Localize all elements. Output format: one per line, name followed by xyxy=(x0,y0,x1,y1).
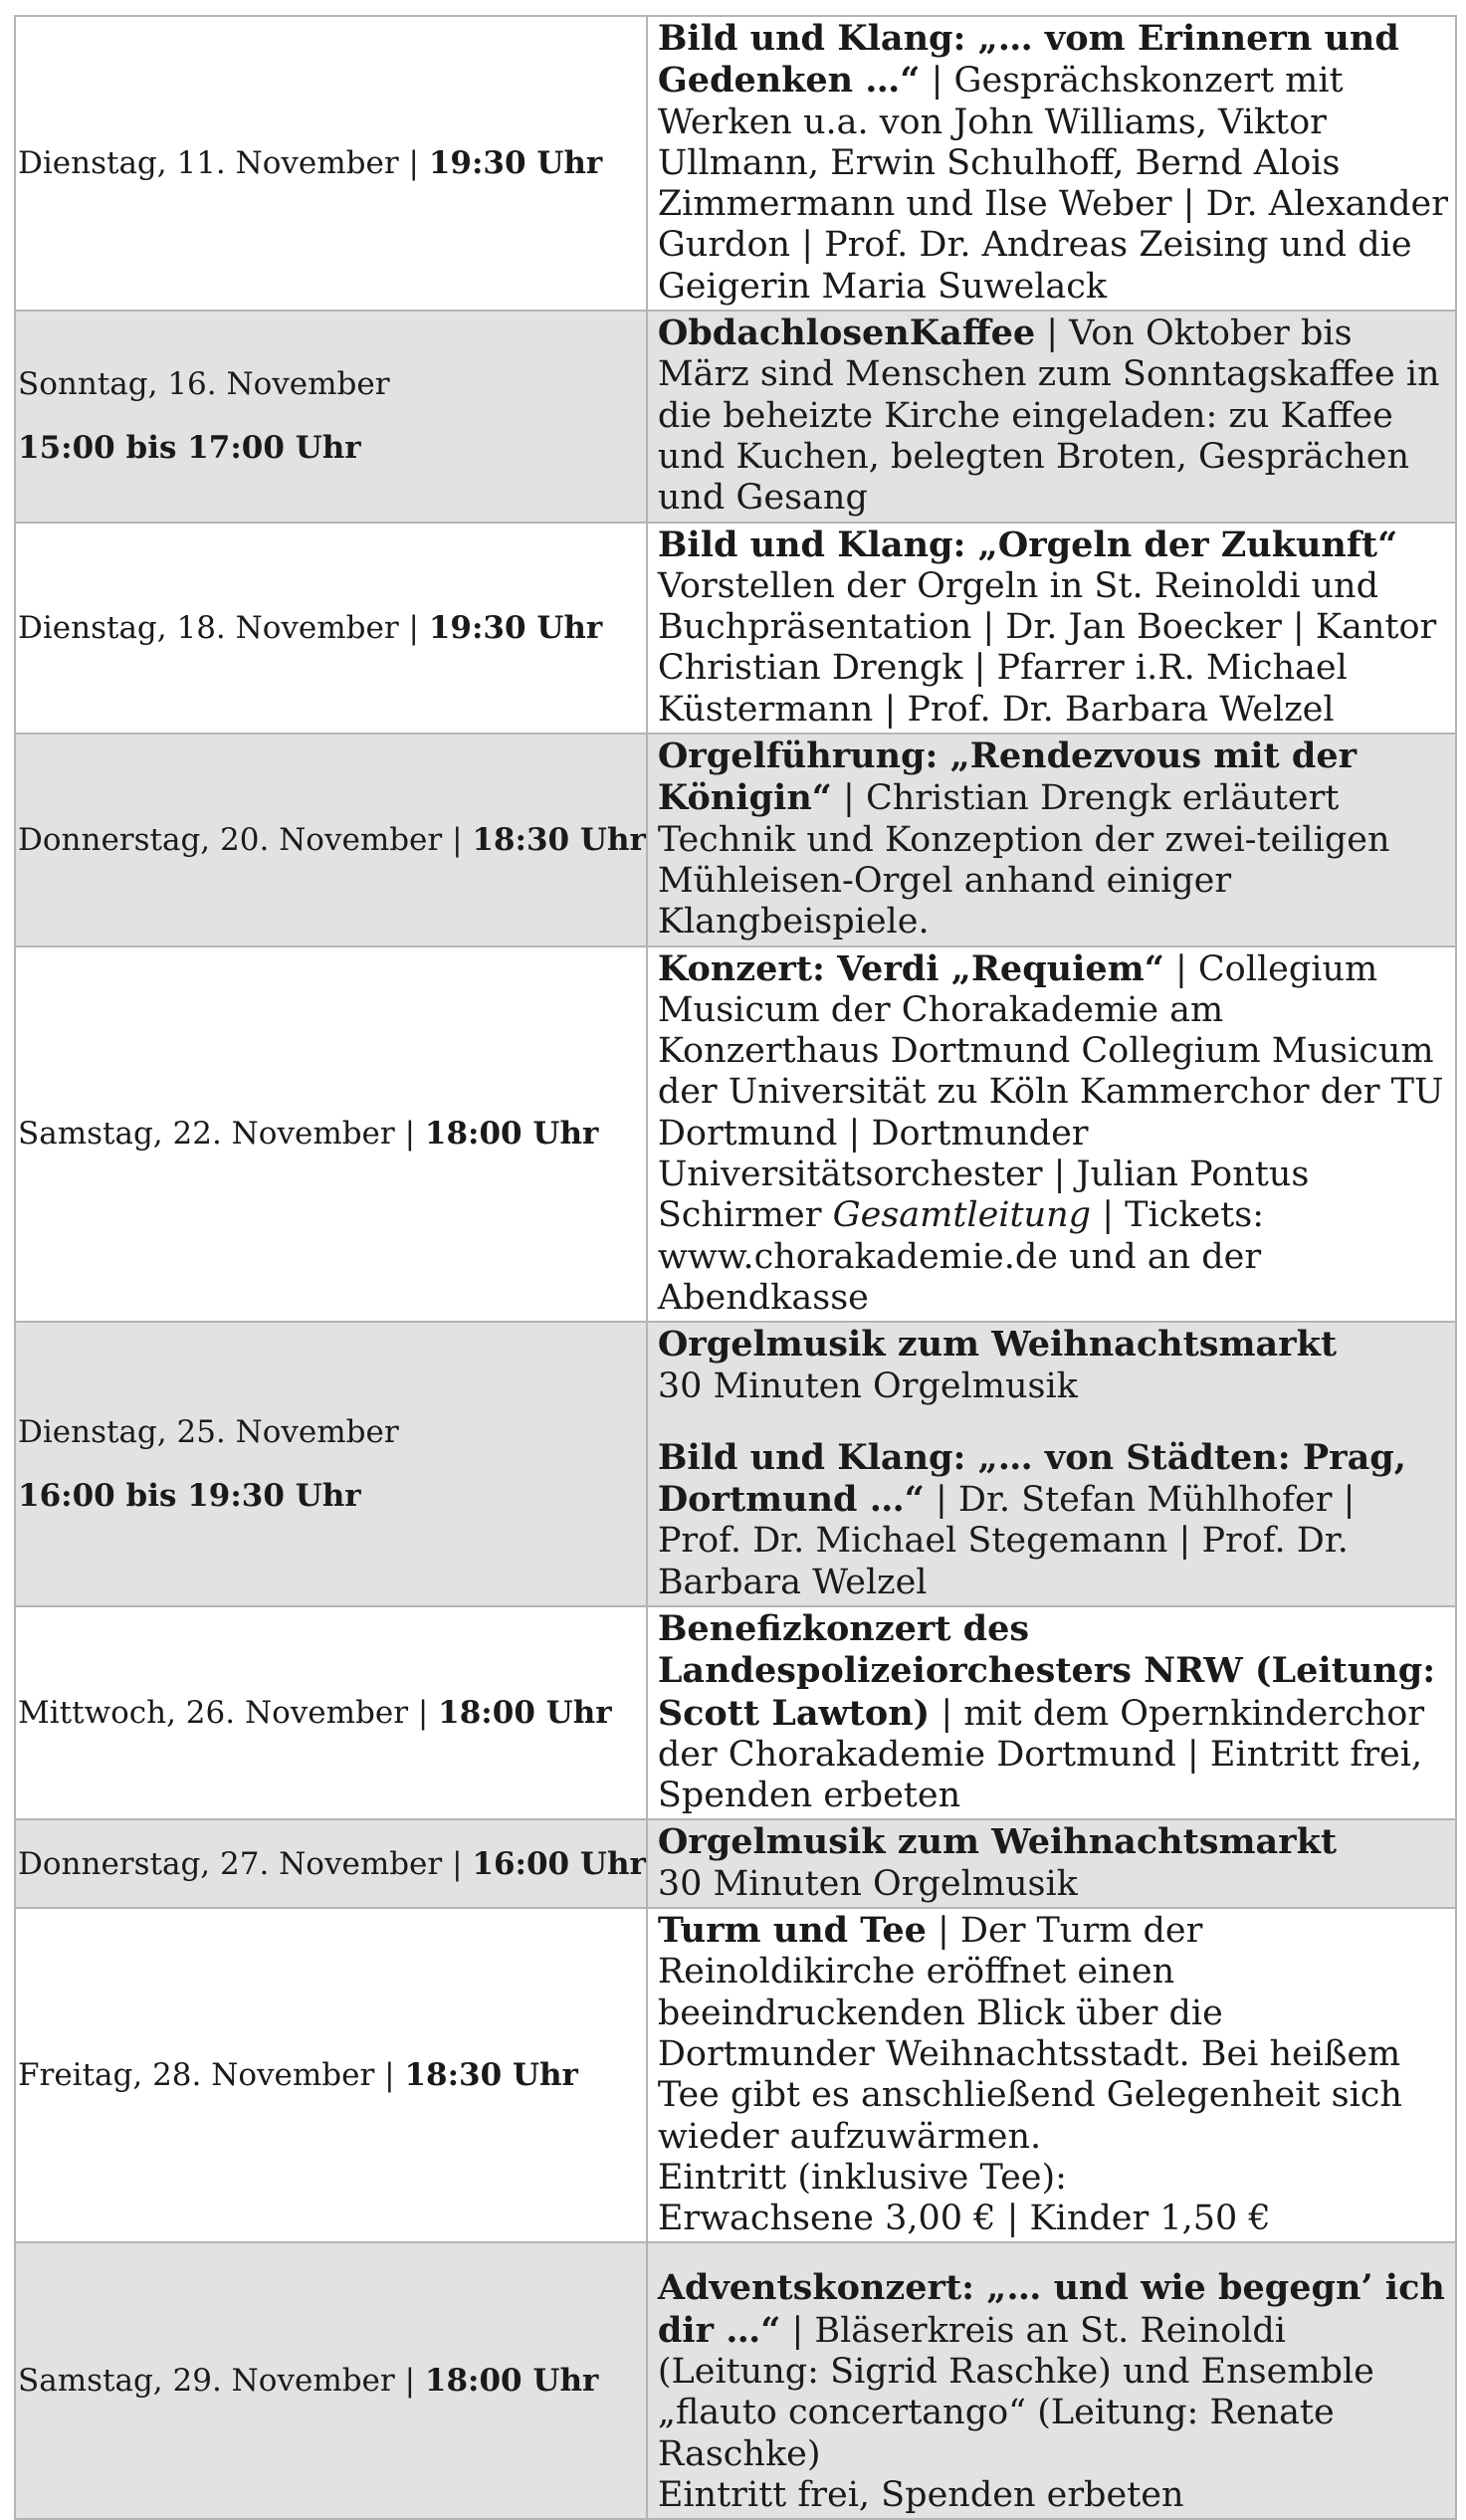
event-text-tail: | Tickets: www.chorakademie.de und an der Abendkasse xyxy=(657,1195,1265,1318)
event-title: Bild und Klang: „Orgeln der Zukunft“ xyxy=(657,524,1398,565)
event-entry: Orgelführung: „Rendezvous mit der Königin“ | Christian Drengk erläutert Technik und Konzeption der zwei-teiligen Mühleisen-Orgel anhand einiger Klangbeispiele. xyxy=(657,735,1390,943)
event-description-cell xyxy=(647,16,1456,311)
event-date-cell: Samstag, 22. November | 18:00 Uhr xyxy=(15,946,647,1323)
event-time: 16:00 Uhr xyxy=(472,1845,646,1882)
event-text: Dr. Stefan Mühlhofer | Prof. Dr. Michael Stegemann | Prof. Dr. Barbara Welzel xyxy=(657,1480,1356,1602)
event-time: 18:30 Uhr xyxy=(472,821,646,858)
event-text-line: Eintritt frei, Spenden erbeten xyxy=(657,2474,1184,2515)
event-text: Von Oktober bis März sind Menschen zum Sonntagskaffee in die beheizte Kirche eingeladen: zu Kaffee und Kuchen, belegten Broten, Gesprächen und Gesang xyxy=(657,314,1440,519)
event-date: Freitag, 28. November xyxy=(18,2057,375,2094)
event-time: 16:00 bis 19:30 Uhr xyxy=(18,1478,361,1515)
event-description-cell xyxy=(647,2242,1456,2519)
event-text: Gesprächskonzert mit Werken u.a. von John Williams, Viktor Ullmann, Erwin Schulhoff, Bernd Alois Zimmermann und Ilse Weber | Dr. Alexander Gurdon | Prof. Dr. Andreas Zeising und die Geigerin Maria Suwelack xyxy=(657,61,1448,307)
event-text-italic: Gesamtleitung xyxy=(832,1195,1092,1236)
event-date: Sonntag, 16. November xyxy=(18,366,390,403)
event-date: Dienstag, 11. November xyxy=(18,145,399,182)
event-title: Benefizkonzert des Landespolizeiorchesters NRW (Leitung: Scott Lawton) xyxy=(657,1607,1436,1734)
event-date: Mittwoch, 26. November xyxy=(18,1695,409,1732)
event-description-cell xyxy=(647,1908,1456,2242)
event-description-cell xyxy=(647,523,1456,734)
event-time: 19:30 Uhr xyxy=(428,145,603,182)
event-date-cell: Dienstag, 11. November | 19:30 Uhr xyxy=(15,16,647,311)
event-row xyxy=(15,946,1456,1323)
event-row xyxy=(15,311,1456,522)
event-entry xyxy=(658,525,1449,731)
event-date: Donnerstag, 27. November xyxy=(18,1845,443,1882)
event-date-cell: Donnerstag, 27. November | 16:00 Uhr xyxy=(15,1819,647,1908)
event-date: Donnerstag, 20. November xyxy=(18,821,443,858)
event-date-cell xyxy=(15,311,647,522)
event-time: 18:00 Uhr xyxy=(424,1116,599,1153)
event-title: Konzert: Verdi „Requiem“ xyxy=(657,947,1164,989)
event-title: Orgelführung: „Rendezvous mit der Königin“ xyxy=(657,735,1358,819)
event-entry: Konzert: Verdi „Requiem“ | Collegium Musicum der Chorakademie am Konzerthaus Dortmund Collegium Musicum der Universität zu Köln Kammerchor der TU Dortmund | Dortmunder Universitätsorchester | Julian Pontus Schirmer Gesamtleitung | Tickets: www.chorakademie.de und an der Abendkasse xyxy=(657,947,1444,1318)
event-text: Collegium Musicum der Chorakademie am Konzerthaus Dortmund Collegium Musicum der Universität zu Köln Kammerchor der TU Dortmund | Dortmunder Universitätsorchester | Julian Pontus Schirmer xyxy=(657,948,1444,1236)
event-time: 18:00 Uhr xyxy=(424,2363,599,2400)
event-description-cell xyxy=(647,946,1456,1323)
event-row xyxy=(15,1606,1456,1819)
event-text: 30 Minuten Orgelmusik xyxy=(657,1365,1078,1406)
event-title: Orgelmusik zum Weihnachtsmarkt xyxy=(657,1324,1338,1365)
event-description-cell xyxy=(647,1819,1456,1908)
event-entry xyxy=(658,1324,1449,1407)
event-entry: Bild und Klang: „… vom Erinnern und Gedenken …“ | Gesprächskonzert mit Werken u.a. von John Williams, Viktor Ullmann, Erwin Schulhoff, Bernd Alois Zimmermann und Ilse Weber | Dr. Alexander Gurdon | Prof. Dr. Andreas Zeising und die Geigerin Maria Suwelack xyxy=(657,18,1448,307)
event-title: ObdachlosenKaffee xyxy=(657,313,1036,354)
event-title: Orgelmusik zum Weihnachtsmarkt xyxy=(657,1821,1338,1863)
event-title: Turm und Tee xyxy=(657,1910,927,1952)
event-time: 19:30 Uhr xyxy=(428,609,603,646)
event-entry xyxy=(658,1821,1449,1905)
event-text-line: Eintritt (inklusive Tee): xyxy=(657,2157,1067,2198)
event-entry: Bild und Klang: „… von Städten: Prag, Dortmund …“ | Dr. Stefan Mühlhofer | Prof. Dr. Michael Stegemann | Prof. Dr. Barbara Welzel xyxy=(657,1436,1406,1602)
event-date: Samstag, 22. November xyxy=(18,1116,395,1153)
event-row xyxy=(15,523,1456,734)
event-row xyxy=(15,1322,1456,1606)
event-text: Christian Drengk erläutert Technik und Konzeption der zwei-teiligen Mühleisen-Orgel anhand einiger Klangbeispiele. xyxy=(657,778,1390,943)
event-entry: Turm und Tee | Der Turm der Reinoldikirche eröffnet einen beeindruckenden Blick über die Dortmunder Weihnachtsstadt. Bei heißem Tee gibt es anschließend Gelegenheit sich wieder aufzuwärmen. Eintritt (inklusive Tee): Erwachsene 3,00 € | Kinder 1,50 € xyxy=(657,1910,1402,2239)
event-text: Der Turm der Reinoldikirche eröffnet einen beeindruckenden Blick über die Dortmunder Weihnachtsstadt. Bei heißem Tee gibt es anschließend Gelegenheit sich wieder aufzuwärmen. xyxy=(657,1911,1402,2157)
event-text: Bläserkreis an St. Reinoldi (Leitung: Sigrid Raschke) und Ensemble „flauto concertango“ (Leitung: Renate Raschke) xyxy=(657,2310,1374,2474)
event-table xyxy=(14,15,1457,2520)
event-description-cell xyxy=(647,1606,1456,1819)
event-date: Samstag, 29. November xyxy=(18,2363,395,2400)
event-time: 15:00 bis 17:00 Uhr xyxy=(18,430,361,467)
event-date-cell: Donnerstag, 20. November | 18:30 Uhr xyxy=(15,734,647,945)
event-time: 18:30 Uhr xyxy=(404,2057,578,2094)
event-date: Dienstag, 25. November xyxy=(18,1414,399,1451)
event-description-cell xyxy=(647,311,1456,522)
event-row xyxy=(15,2242,1456,2519)
event-date-cell: Dienstag, 18. November | 19:30 Uhr xyxy=(15,523,647,734)
event-row xyxy=(15,1819,1456,1908)
event-title: Bild und Klang: „… von Städten: Prag, Dortmund …“ xyxy=(657,1436,1406,1521)
event-row xyxy=(15,16,1456,311)
event-title: Adventskonzert: „… und wie begegn’ ich dir …“ xyxy=(657,2267,1445,2351)
event-date-cell: Mittwoch, 26. November | 18:00 Uhr xyxy=(15,1606,647,1819)
event-description-cell xyxy=(647,1322,1456,1606)
event-text: Vorstellen der Orgeln in St. Reinoldi und Buchpräsentation | Dr. Jan Boecker | Kantor Christian Drengk | Pfarrer i.R. Michael Küstermann | Prof. Dr. Barbara Welzel xyxy=(657,565,1437,730)
event-time: 18:00 Uhr xyxy=(438,1695,612,1732)
event-text: 30 Minuten Orgelmusik xyxy=(657,1863,1078,1904)
event-text: mit dem Opernkinderchor der Chorakademie Dortmund | Eintritt frei, Spenden erbeten xyxy=(657,1693,1425,1816)
event-entry: Benefizkonzert des Landespolizeiorchesters NRW (Leitung: Scott Lawton) | mit dem Opernkinderchor der Chorakademie Dortmund | Eintritt frei, Spenden erbeten xyxy=(657,1607,1436,1816)
event-entry: Adventskonzert: „… und wie begegn’ ich dir …“ | Bläserkreis an St. Reinoldi (Leitung: Sigrid Raschke) und Ensemble „flauto concertango“ (Leitung: Renate Raschke) Eintritt frei, Spenden erbeten xyxy=(657,2267,1445,2515)
event-date-cell: Samstag, 29. November | 18:00 Uhr xyxy=(15,2242,647,2519)
event-date-cell: Freitag, 28. November | 18:30 Uhr xyxy=(15,1908,647,2242)
event-date: Dienstag, 18. November xyxy=(18,609,399,646)
event-date-cell xyxy=(15,1322,647,1606)
event-entry: ObdachlosenKaffee | Von Oktober bis März sind Menschen zum Sonntagskaffee in die beheizte Kirche eingeladen: zu Kaffee und Kuchen, belegten Broten, Gesprächen und Gesang xyxy=(657,313,1440,519)
event-title: Bild und Klang: „… vom Erinnern und Gedenken …“ xyxy=(657,18,1399,102)
event-row xyxy=(15,1908,1456,2242)
event-description-cell xyxy=(647,734,1456,945)
event-text-line: Erwachsene 3,00 € | Kinder 1,50 € xyxy=(657,2199,1271,2239)
event-row xyxy=(15,734,1456,945)
